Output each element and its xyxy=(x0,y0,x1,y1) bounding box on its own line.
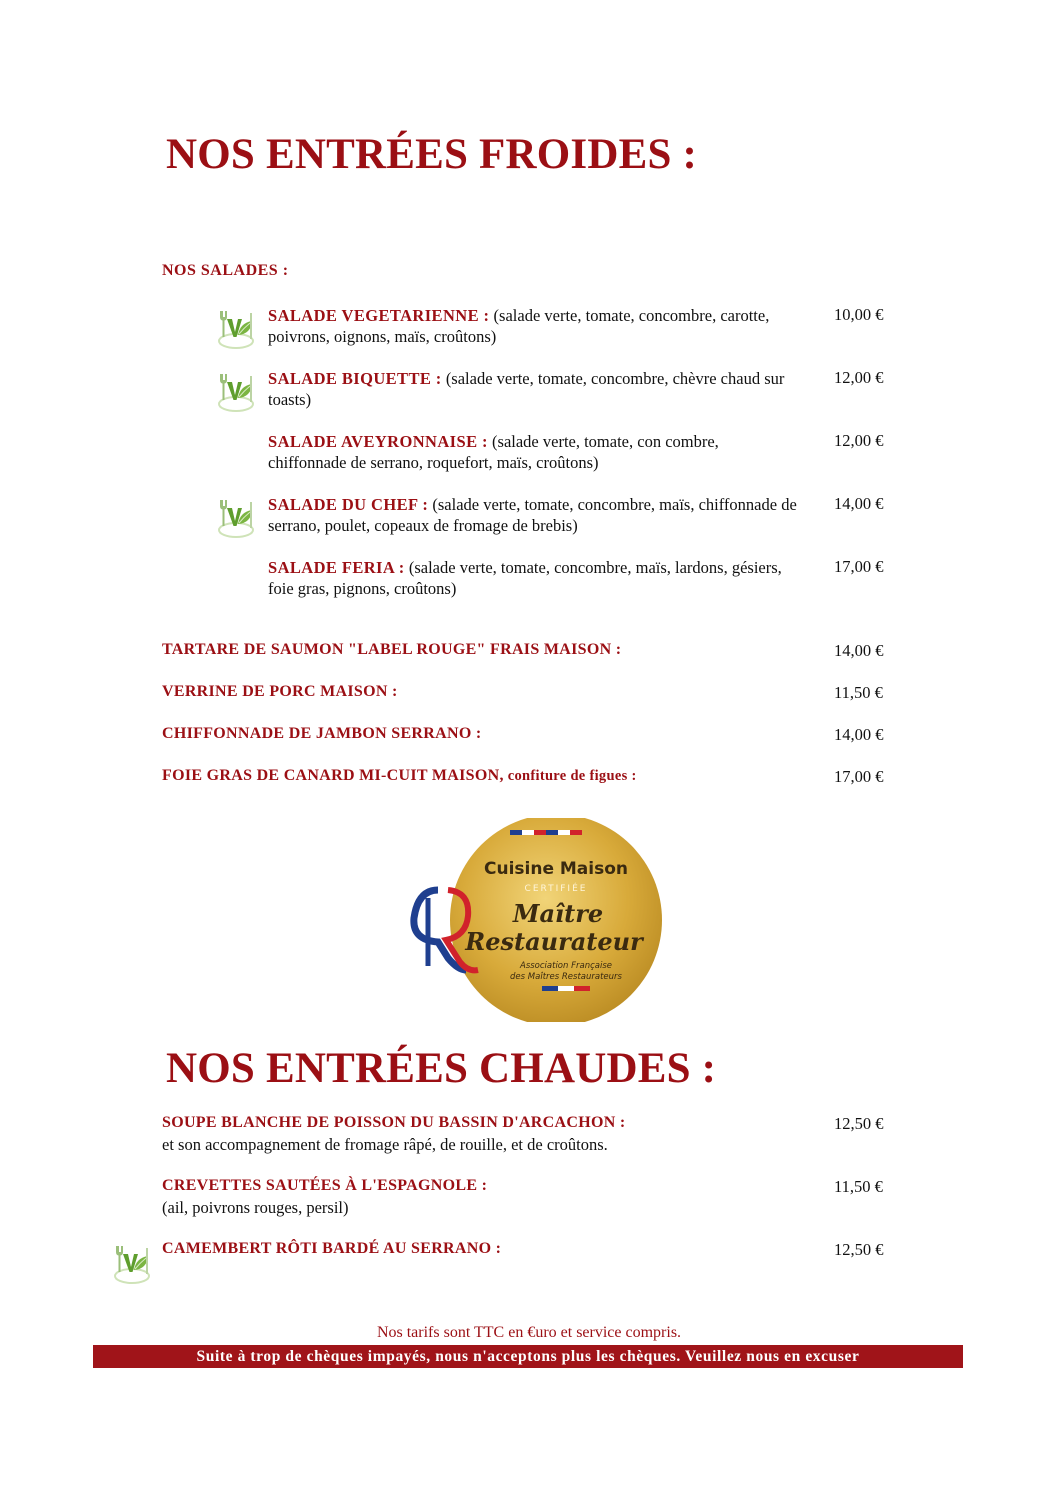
page-title-cold: NOS ENTRÉES FROIDES : xyxy=(166,131,698,178)
item-desc: (salade verte, tomate, concombre, carotte, poivrons, oignons, maïs, croûtons) xyxy=(268,306,770,346)
vegetarian-icon xyxy=(212,494,256,540)
vegetarian-icon xyxy=(212,368,256,414)
item-desc: et son accompagnement de fromage râpé, de rouille, et de croûtons. xyxy=(162,1135,608,1154)
item-name: FOIE GRAS DE CANARD MI-CUIT MAISON, xyxy=(162,767,504,784)
item-price: 11,50 € xyxy=(834,683,883,702)
menu-item-salade-aveyronnaise xyxy=(268,431,798,473)
item-price: 14,00 € xyxy=(834,641,884,660)
badge-line2: CERTIFIÉE xyxy=(524,884,588,894)
pricing-note: Nos tarifs sont TTC en €uro et service compris. xyxy=(376,1324,682,1341)
item-price: 17,00 € xyxy=(834,767,884,786)
menu-item-chiffonnade-serrano: CHIFFONNADE DE JAMBON SERRANO : xyxy=(162,725,482,742)
item-price: 12,00 € xyxy=(834,368,884,387)
badge-line5: Association Française xyxy=(520,961,612,971)
item-price: 11,50 € xyxy=(834,1177,883,1196)
item-extra: confiture de figues : xyxy=(503,768,637,784)
badge-line4: Restaurateur xyxy=(465,927,643,956)
salads-heading: NOS SALADES : xyxy=(162,262,289,279)
menu-item-foie-gras xyxy=(162,767,637,785)
item-price: 12,50 € xyxy=(834,1240,884,1259)
item-price: 14,00 € xyxy=(834,494,884,513)
item-desc: (salade verte, tomate, concombre, maïs, chiffonnade de serrano, poulet, copeaux de fromage de brebis) xyxy=(268,495,797,535)
menu-item-salade-biquette xyxy=(268,368,798,410)
menu-item-salade-feria xyxy=(268,557,798,599)
maitre-restaurateur-badge xyxy=(408,818,664,1022)
item-desc: (salade verte, tomate, concombre, chèvre chaud sur toasts) xyxy=(268,369,785,409)
item-desc: (salade verte, tomate, con combre, chiffonnade de serrano, roquefort, maïs, croûtons) xyxy=(268,432,719,472)
cheque-warning-banner: Suite à trop de chèques impayés, nous n'acceptons plus les chèques. Veuillez nous en excuser xyxy=(93,1345,963,1368)
menu-item-soupe-poisson: SOUPE BLANCHE DE POISSON DU BASSIN D'ARCACHON : xyxy=(162,1114,626,1131)
item-name: SALADE FERIA : xyxy=(268,558,405,577)
item-name: SALADE BIQUETTE : xyxy=(268,369,442,388)
item-price: 10,00 € xyxy=(834,305,884,324)
menu-item-crevettes: CREVETTES SAUTÉES À L'ESPAGNOLE : xyxy=(162,1177,488,1194)
vegetarian-icon xyxy=(212,305,256,351)
item-price: 17,00 € xyxy=(834,557,884,576)
menu-item-salade-vegetarienne xyxy=(268,305,798,347)
item-name: SALADE DU CHEF : xyxy=(268,495,429,514)
badge-line3: Maître xyxy=(512,899,604,928)
menu-item-tartare-saumon: TARTARE DE SAUMON "LABEL ROUGE" FRAIS MAISON : xyxy=(162,641,622,658)
item-desc: (ail, poivrons rouges, persil) xyxy=(162,1198,349,1217)
menu-item-camembert: CAMEMBERT RÔTI BARDÉ AU SERRANO : xyxy=(162,1240,502,1257)
menu-item-verrine-porc: VERRINE DE PORC MAISON : xyxy=(162,683,398,700)
item-price: 14,00 € xyxy=(834,725,884,744)
menu-item-salade-du-chef xyxy=(268,494,798,536)
item-name: SALADE AVEYRONNAISE : xyxy=(268,432,488,451)
badge-line6: des Maîtres Restaurateurs xyxy=(510,972,622,982)
item-desc: (salade verte, tomate, concombre, maïs, lardons, gésiers, foie gras, pignons, croûtons) xyxy=(268,558,782,598)
vegetarian-icon xyxy=(108,1240,152,1286)
item-name: SALADE VEGETARIENNE : xyxy=(268,306,490,325)
badge-line1: Cuisine Maison xyxy=(483,859,629,879)
item-price: 12,00 € xyxy=(834,431,884,450)
page-title-hot: NOS ENTRÉES CHAUDES : xyxy=(166,1045,717,1092)
item-price: 12,50 € xyxy=(834,1114,884,1133)
